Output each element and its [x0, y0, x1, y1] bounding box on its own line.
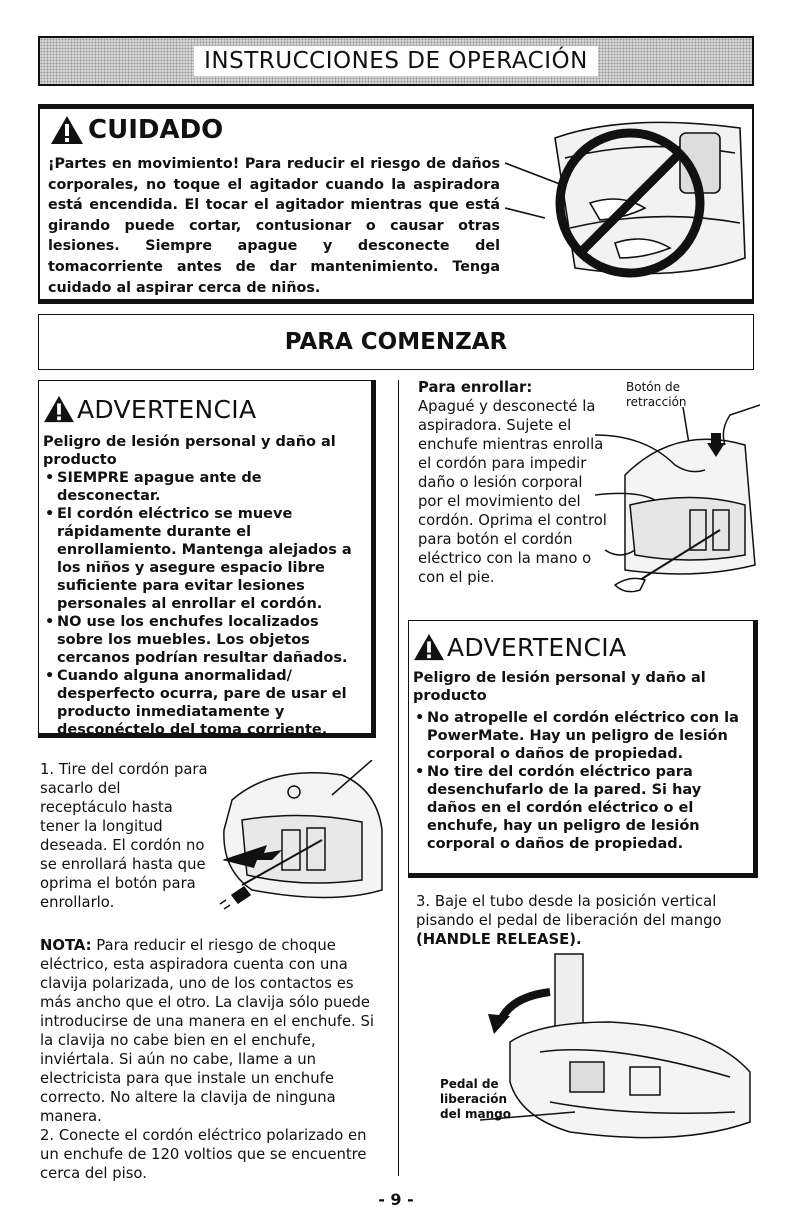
section-heading-box — [38, 314, 754, 370]
banner-title: INSTRUCCIONES DE OPERACIÓN — [194, 46, 598, 76]
warning-subtitle-left: Peligro de lesión personal y daño al producto — [43, 434, 336, 468]
step-number: 1. — [40, 761, 55, 778]
step-number: 2. — [40, 1127, 55, 1144]
note-label: NOTA: — [40, 937, 92, 954]
note-paragraph — [40, 936, 380, 1126]
warning-heading-right — [413, 629, 749, 665]
warning-bullet: • No atropelle el cordón eléctrico con la PowerMate. Hay un peligro de lesión corporal o daños de propiedad. — [413, 709, 749, 763]
no-touch-agitator-illustration — [505, 108, 750, 298]
caution-text: ¡Partes en movimiento! Para reducir el riesgo de daños corporales, no toque el agitador cuando la aspiradora está encendida. El tocar el agitador mientras que está girando puede cortar, contusionar o causar otras lesiones. Siempre apague y desconecte del tomacorriente antes de dar mantenimiento. Tenga cuidado al aspirar cerca de niños. — [48, 156, 500, 296]
column-divider — [398, 380, 399, 1176]
note-text: Para reducir el riesgo de choque eléctrico, esta aspiradora cuenta con una clavija polarizada, uno de los contactos es más ancho que el otro. La clavija sólo puede introducirse de una manera en el enchufe. Si la clavija no cabe bien en el enchufe, inviértala. Si aún no cabe, llame a un electricista para que instale un enchufe correcto. No altere la clavija de ninguna manera. — [40, 937, 374, 1125]
warning-box-left — [38, 380, 376, 738]
step-number: 3. — [416, 893, 431, 910]
warning-box-right — [408, 620, 758, 878]
caution-heading — [50, 110, 223, 150]
step-3 — [416, 892, 756, 949]
warning-bullet: • Cuando alguna anormalidad/ desperfecto ocurra, pare de usar el producto inmediatamente y desconéctelo del toma corriente. — [43, 667, 367, 739]
section-title: PARA COMENZAR — [284, 329, 508, 355]
warning-subtitle-right: Peligro de lesión personal y daño al producto — [413, 670, 706, 704]
warning-title-left: ADVERTENCIA — [77, 394, 257, 424]
handle-release-illustration — [480, 952, 760, 1152]
step-text: Baje el tubo desde la posición vertical pisando el pedal de liberación del mango — [416, 893, 722, 929]
retract-button-label: Botón de retracción — [626, 380, 687, 409]
step-text: Conecte el cordón eléctrico polarizado en un enchufe de 120 voltios que se encuentre cerca del piso. — [40, 1127, 367, 1182]
step-text: Tire del cordón para sacarlo del receptáculo hasta tener la longitud deseada. El cordón no se enrollará hasta que oprima el botón para enrollarlo. — [40, 761, 208, 911]
rewind-text: Apagué y desconecté la aspiradora. Sujete el enchufe mientras enrolla el cordón para impedir daño o lesión corporal por el movimiento del cordón. Oprima el control para botón el cordón eléctrico con la mano o con el pie. — [418, 398, 607, 586]
rewind-instructions — [418, 378, 608, 587]
warning-triangle-icon — [413, 633, 445, 661]
warning-triangle-icon — [43, 395, 75, 423]
cord-rewind-illustration — [595, 395, 760, 605]
step-2 — [40, 1126, 382, 1183]
warning-triangle-icon — [50, 115, 84, 145]
caution-title: CUIDADO — [88, 115, 224, 145]
cord-pull-illustration — [212, 760, 384, 910]
rewind-title: Para enrollar: — [418, 379, 533, 396]
warning-bullet: • SIEMPRE apague ante de desconectar. — [43, 469, 367, 505]
handle-release-label: (HANDLE RELEASE). — [416, 931, 582, 948]
warning-title-right: ADVERTENCIA — [447, 632, 627, 662]
page-number: - 9 - — [378, 1190, 414, 1209]
step-1 — [40, 760, 212, 912]
pedal-label: Pedal de liberación del mango — [440, 1077, 511, 1121]
warning-bullet: • El cordón eléctrico se mueve rápidamente durante el enrollamiento. Mantenga alejados a los niños y asegure espacio libre suficiente para evitar lesiones personales al enrollar el cordón. — [43, 505, 367, 613]
warning-heading-left — [43, 391, 367, 427]
warning-bullet: • No tire del cordón eléctrico para desenchufarlo de la pared. Si hay daños en el cordón eléctrico o el enchufe, hay un peligro de lesión corporal o daños de propiedad. — [413, 763, 749, 853]
warning-bullet: • NO use los enchufes localizados sobre los muebles. Los objetos cercanos podrían resultar dañados. — [43, 613, 367, 667]
section-banner — [38, 36, 754, 86]
